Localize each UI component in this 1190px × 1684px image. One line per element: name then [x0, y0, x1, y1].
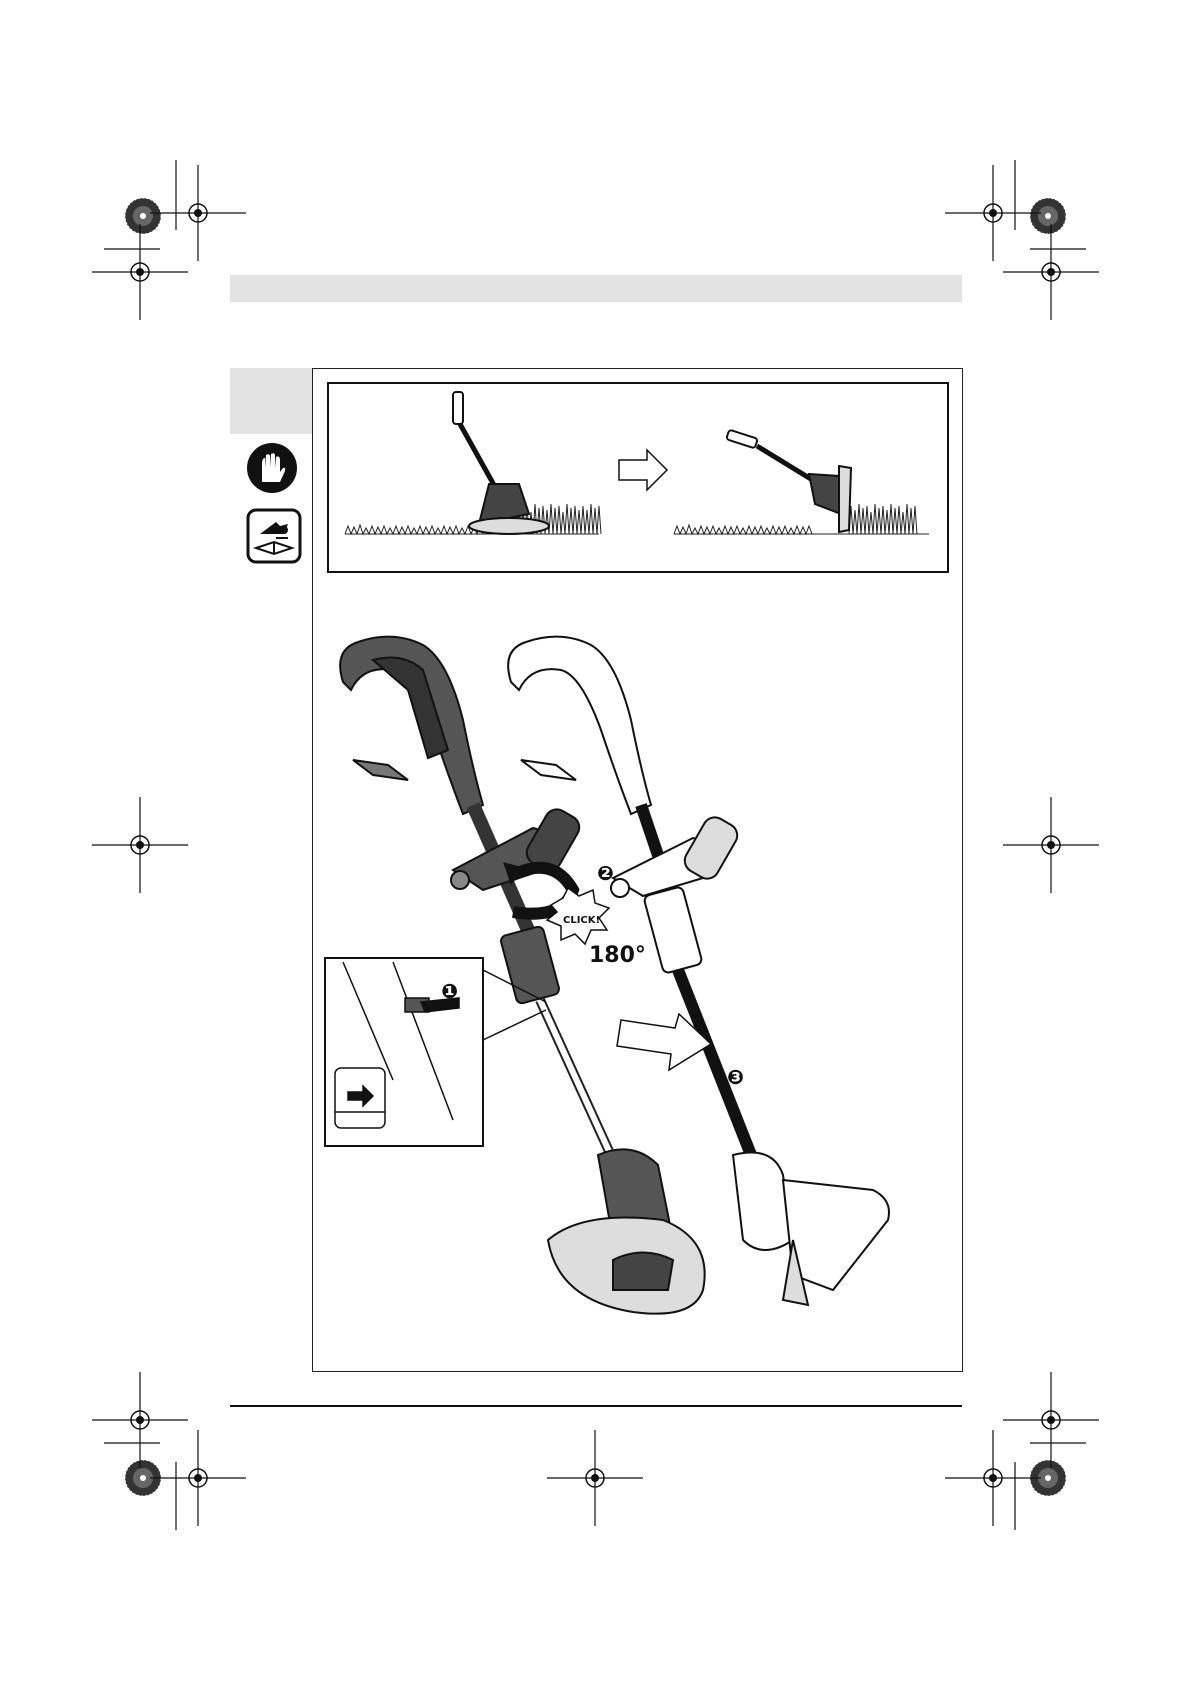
step-3-label: ❸: [727, 1065, 744, 1089]
manual-icon: [246, 508, 302, 564]
side-tab: [230, 368, 312, 434]
assembly-illustration: [313, 600, 961, 1370]
angle-label: 180°: [589, 943, 646, 968]
step-2-label: ❷: [597, 861, 614, 885]
trimmer-right: [508, 637, 889, 1305]
click-label: CLICK!: [563, 915, 601, 926]
usage-illustration: [329, 384, 947, 571]
gloves-icon: [246, 442, 298, 494]
grass-right: [674, 504, 929, 534]
transition-arrow: [619, 450, 667, 490]
header-bar: [230, 275, 962, 302]
step-1-label: ❶: [441, 979, 458, 1003]
trimmer-vertical: [726, 430, 851, 532]
footer-rule: [230, 1405, 962, 1407]
